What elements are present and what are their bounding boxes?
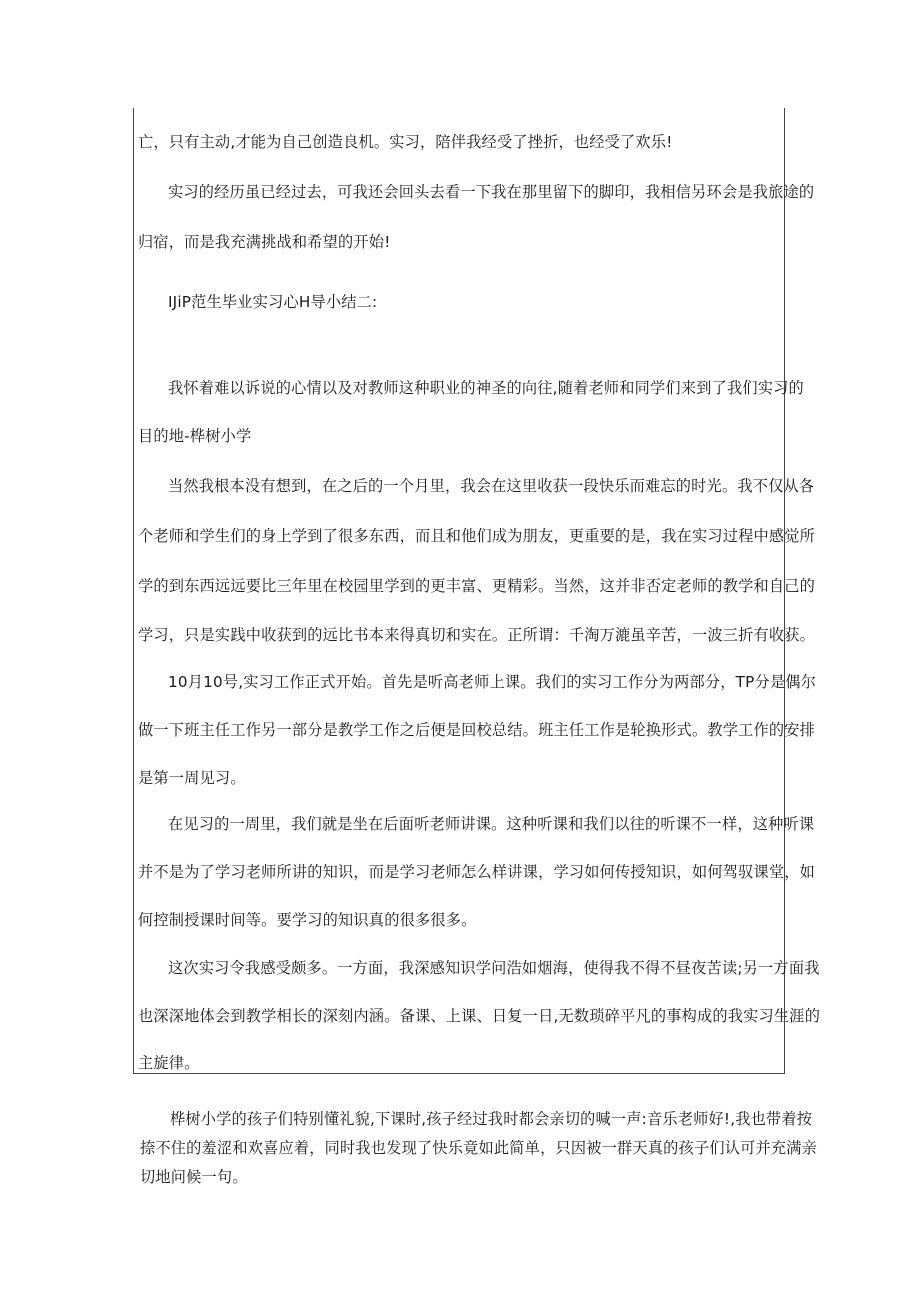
paragraph-line: 桦树小学的孩子们特别懂礼貌,下课时,孩子经过我时都会亲切的喊一声:音乐老师好!,我也带着按	[170, 1110, 813, 1128]
section-heading: IJiP范生毕业实习心H导小结二:	[168, 293, 378, 311]
paragraph-line: 是第一周见习。	[138, 769, 246, 787]
paragraph-line: 也深深地体会到教学相长的深刻内涵。备课、上课、日复一日,无数琐碎平凡的事构成的我实习生涯的	[138, 1007, 821, 1025]
paragraph-line: 何控制授课时间等。要学习的知识真的很多很多。	[138, 911, 477, 929]
paragraph-line: 做一下班主任工作另一部分是教学工作之后便是回校总结。班主任工作是轮换形式。教学工作的安排	[138, 721, 816, 739]
paragraph-line: 个老师和学生们的身上学到了很多东西，而且和他们成为朋友，更重要的是，我在实习过程中感觉所	[138, 527, 816, 545]
paragraph-line: 归宿，而是我充满挑战和希望的开始!	[138, 233, 391, 251]
paragraph-line: 主旋律。	[138, 1054, 200, 1072]
paragraph-line: 实习的经历虽已经过去，可我还会回头去看一下我在那里留下的脚印，我相信另环会是我旅途的	[168, 183, 815, 201]
paragraph-line: 学的到东西远远要比三年里在校园里学到的更丰富、更精彩。当然，这并非否定老师的教学和自己的	[138, 577, 816, 595]
paragraph-line: 当然我根本没有想到，在之后的一个月里，我会在这里收获一段快乐而难忘的时光。我不仅从各	[168, 477, 815, 495]
paragraph-line: 学习，只是实践中收获到的远比书本来得真切和实在。正所谓：千淘万漉虽辛苦，一波三折有收获。	[138, 626, 816, 644]
paragraph-line: 亡，只有主动,才能为自己创造良机。实习，陪伴我经受了挫折，也经受了欢乐!	[138, 133, 673, 151]
paragraph-line: 这次实习令我感受颇多。一方面，我深感知识学问浩如烟海，使得我不得不昼夜苦读;另一方面我	[168, 959, 820, 977]
paragraph-line: 目的地-桦树小学	[138, 427, 252, 445]
paragraph-line: 我怀着难以诉说的心情以及对教师这种职业的神圣的向往,随着老师和同学们来到了我们实习的	[168, 379, 804, 397]
paragraph-line: 捺不住的羞涩和欢喜应着，同时我也发现了快乐竟如此简单，只因被一群天真的孩子们认可并充满亲	[140, 1139, 818, 1157]
paragraph-line: 并不是为了学习老师所讲的知识，而是学习老师怎么样讲课，学习如何传授知识，如何驾驭课堂，如	[138, 863, 816, 881]
paragraph-line: 10月10号,实习工作正式开始。首先是听高老师上课。我们的实习工作分为两部分，TP分是偶尔	[168, 673, 817, 691]
paragraph-line: 在见习的一周里，我们就是坐在后面听老师讲课。这种听课和我们以往的听课不一样，这种听课	[168, 815, 815, 833]
paragraph-line: 切地问候一句。	[140, 1168, 248, 1186]
